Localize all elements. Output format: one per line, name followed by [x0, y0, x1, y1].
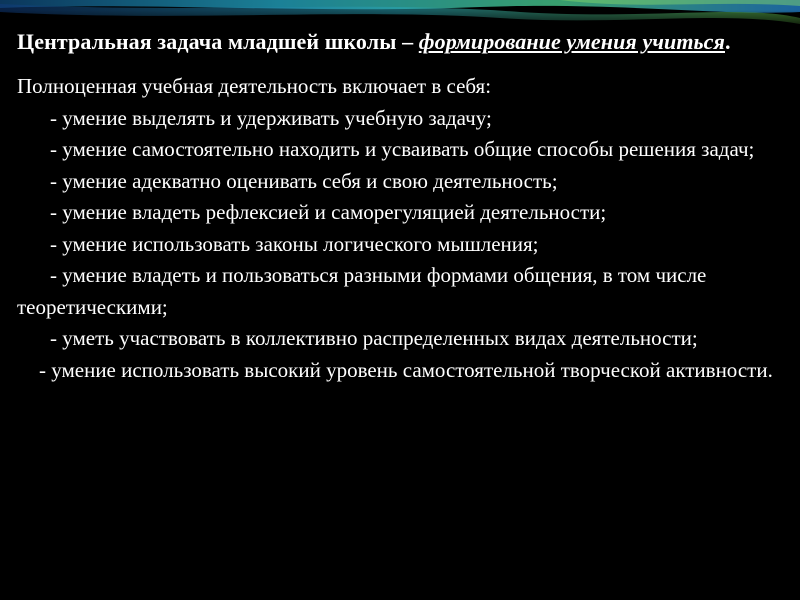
intro-text: Полноценная учебная деятельность включает в себя: [17, 74, 492, 98]
list-item: - уметь участвовать в коллективно распределенных видах деятельности; [50, 326, 698, 350]
list-item: - умение владеть и пользоваться разными формами общения, в том числе теоретическими; [17, 263, 707, 319]
title-suffix: . [724, 29, 731, 54]
list-item: - умение владеть рефлексией и саморегуляцией деятельности; [50, 200, 607, 224]
slide-content [17, 26, 777, 386]
list-item: - умение использовать законы логического мышления; [50, 231, 539, 256]
title-prefix: Центральная задача младшей школы – [17, 29, 419, 54]
list-item: - умение выделять и удерживать учебную задачу; [50, 105, 492, 130]
list-item: - умение использовать высокий уровень самостоятельной творческой активности. [39, 357, 773, 382]
list-item: - умение адекватно оценивать себя и свою деятельность; [50, 168, 558, 193]
skills-list [17, 103, 777, 387]
list-item: - умение самостоятельно находить и усваивать общие способы решения задач; [50, 137, 755, 161]
slide-title [17, 26, 777, 57]
title-accent: формирование умения учиться [418, 29, 725, 54]
